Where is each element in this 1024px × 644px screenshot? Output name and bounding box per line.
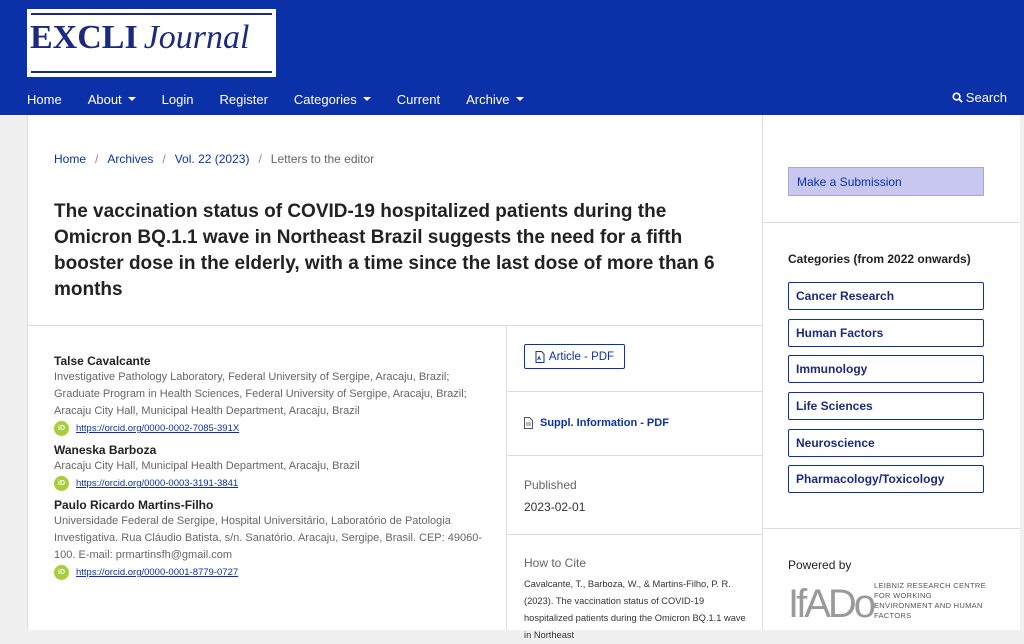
category-human-factors[interactable]: Human Factors bbox=[788, 319, 984, 347]
divider bbox=[28, 325, 764, 326]
category-list bbox=[788, 282, 984, 502]
published-date: 2023-02-01 bbox=[524, 500, 586, 514]
orcid-row bbox=[54, 476, 484, 491]
breadcrumb bbox=[54, 152, 374, 166]
author-name: Paulo Ricardo Martins-Filho bbox=[54, 498, 214, 512]
powered-by-label: Powered by bbox=[788, 558, 852, 572]
divider bbox=[507, 455, 764, 456]
category-cancer-research[interactable]: Cancer Research bbox=[788, 282, 984, 310]
category-immunology[interactable]: Immunology bbox=[788, 355, 984, 383]
sidebar bbox=[763, 115, 1020, 630]
author-list bbox=[54, 353, 484, 586]
chevron-down-icon bbox=[128, 97, 136, 101]
article-pdf-label: Article - PDF bbox=[548, 350, 615, 363]
file-pdf-icon bbox=[535, 351, 545, 363]
article-main bbox=[27, 115, 763, 640]
divider bbox=[507, 391, 764, 392]
nav-login[interactable]: Login bbox=[161, 91, 194, 107]
author-affiliation: Investigative Pathology Laboratory, Federal University of Sergipe, Aracaju, Brazil; Graduate Program in Health Sciences, Federal University of Sergipe, Aracaju, Brazil; Aracaju City Hall, Municipal Health Department, Aracaju, Brazil bbox=[54, 371, 467, 417]
breadcrumb-home[interactable]: Home bbox=[54, 152, 87, 166]
nav-categories[interactable]: Categories bbox=[294, 92, 371, 107]
divider bbox=[763, 528, 1020, 529]
partner-logo[interactable] bbox=[788, 581, 992, 626]
logo-text bbox=[30, 19, 249, 57]
nav-home[interactable]: Home bbox=[27, 91, 62, 107]
breadcrumb-separator: / bbox=[258, 152, 262, 166]
chevron-down-icon bbox=[363, 97, 371, 101]
site-logo[interactable] bbox=[27, 9, 276, 77]
logo-bold: EXCLI bbox=[30, 19, 138, 56]
categories-heading: Categories (from 2022 onwards) bbox=[788, 252, 971, 266]
orcid-row bbox=[54, 421, 484, 436]
breadcrumb-archives[interactable]: Archives bbox=[107, 152, 154, 166]
main-nav bbox=[27, 90, 550, 108]
author-affiliation: Universidade Federal de Sergipe, Hospital Universitário, Laboratório de Patologia Investigativa. Rua Cláudio Batista, s/n. Sanatório. Aracaju, Sergipe, Brasil. CEP: 49060-100. E-mail: prmartinsfh@gmail.com bbox=[54, 515, 483, 561]
make-submission-button[interactable]: Make a Submission bbox=[788, 167, 984, 196]
breadcrumb-volume[interactable]: Vol. 22 (2023) bbox=[174, 152, 250, 166]
site-header bbox=[0, 0, 1024, 115]
category-life-sciences[interactable]: Life Sciences bbox=[788, 392, 984, 420]
author-name: Talse Cavalcante bbox=[54, 354, 151, 368]
divider bbox=[507, 534, 764, 535]
nav-about[interactable]: About bbox=[88, 92, 136, 107]
orcid-link[interactable]: https://orcid.org/0000-0001-8779-0727 bbox=[76, 567, 239, 578]
ifado-logo-icon bbox=[788, 581, 874, 626]
partner-name: LEIBNIZ RESEARCH CENTRE FOR WORKING ENVIRONMENT AND HUMAN FACTORS bbox=[874, 581, 986, 620]
article-pdf-button[interactable] bbox=[524, 344, 625, 369]
suppl-pdf-label: Suppl. Information - PDF bbox=[540, 417, 669, 429]
breadcrumb-separator: / bbox=[162, 152, 166, 166]
orcid-link[interactable]: https://orcid.org/0000-0002-7085-391X bbox=[76, 423, 240, 434]
search-label: Search bbox=[965, 90, 1007, 105]
chevron-down-icon bbox=[516, 97, 524, 101]
author-entry bbox=[54, 353, 484, 436]
breadcrumb-separator: / bbox=[95, 152, 99, 166]
category-neuroscience[interactable]: Neuroscience bbox=[788, 429, 984, 457]
logo-italic: Journal bbox=[143, 19, 250, 56]
svg-text:IfADo: IfADo bbox=[788, 582, 874, 626]
citation-text: Cavalcante, T., Barboza, W., & Martins-Filho, P. R. (2023). The vaccination status of COVID-19 hospitalized patients during the Omicron BQ.1.1 wave in Northeast bbox=[524, 579, 746, 640]
article-title: The vaccination status of COVID-19 hospitalized patients during the Omicron BQ.1.1 wave in Northeast Brazil suggests the need for a fifth booster dose in the elderly, with a time since the last dose of more than 6 months bbox=[54, 201, 715, 300]
orcid-icon: iD bbox=[54, 476, 69, 491]
nav-archive[interactable]: Archive bbox=[466, 92, 523, 107]
cite-label: How to Cite bbox=[524, 556, 587, 570]
category-pharmacology-toxicology[interactable]: Pharmacology/Toxicology bbox=[788, 465, 984, 493]
divider bbox=[506, 325, 507, 630]
orcid-link[interactable]: https://orcid.org/0000-0003-3191-3841 bbox=[76, 478, 239, 489]
search-link[interactable] bbox=[952, 90, 1007, 105]
orcid-icon: iD bbox=[54, 565, 69, 580]
orcid-icon: iD bbox=[54, 421, 69, 436]
nav-register[interactable]: Register bbox=[219, 91, 268, 107]
author-entry bbox=[54, 497, 484, 580]
nav-current[interactable]: Current bbox=[396, 91, 441, 107]
divider bbox=[763, 222, 1020, 223]
author-name: Waneska Barboza bbox=[54, 443, 157, 457]
author-entry bbox=[54, 442, 484, 491]
author-affiliation: Aracaju City Hall, Municipal Health Department, Aracaju, Brazil bbox=[54, 460, 360, 472]
suppl-pdf-link[interactable] bbox=[524, 417, 669, 429]
breadcrumb-current: Letters to the editor bbox=[270, 152, 375, 166]
published-label: Published bbox=[524, 478, 577, 492]
orcid-row bbox=[54, 565, 484, 580]
file-icon bbox=[524, 417, 533, 429]
search-icon bbox=[952, 92, 963, 103]
